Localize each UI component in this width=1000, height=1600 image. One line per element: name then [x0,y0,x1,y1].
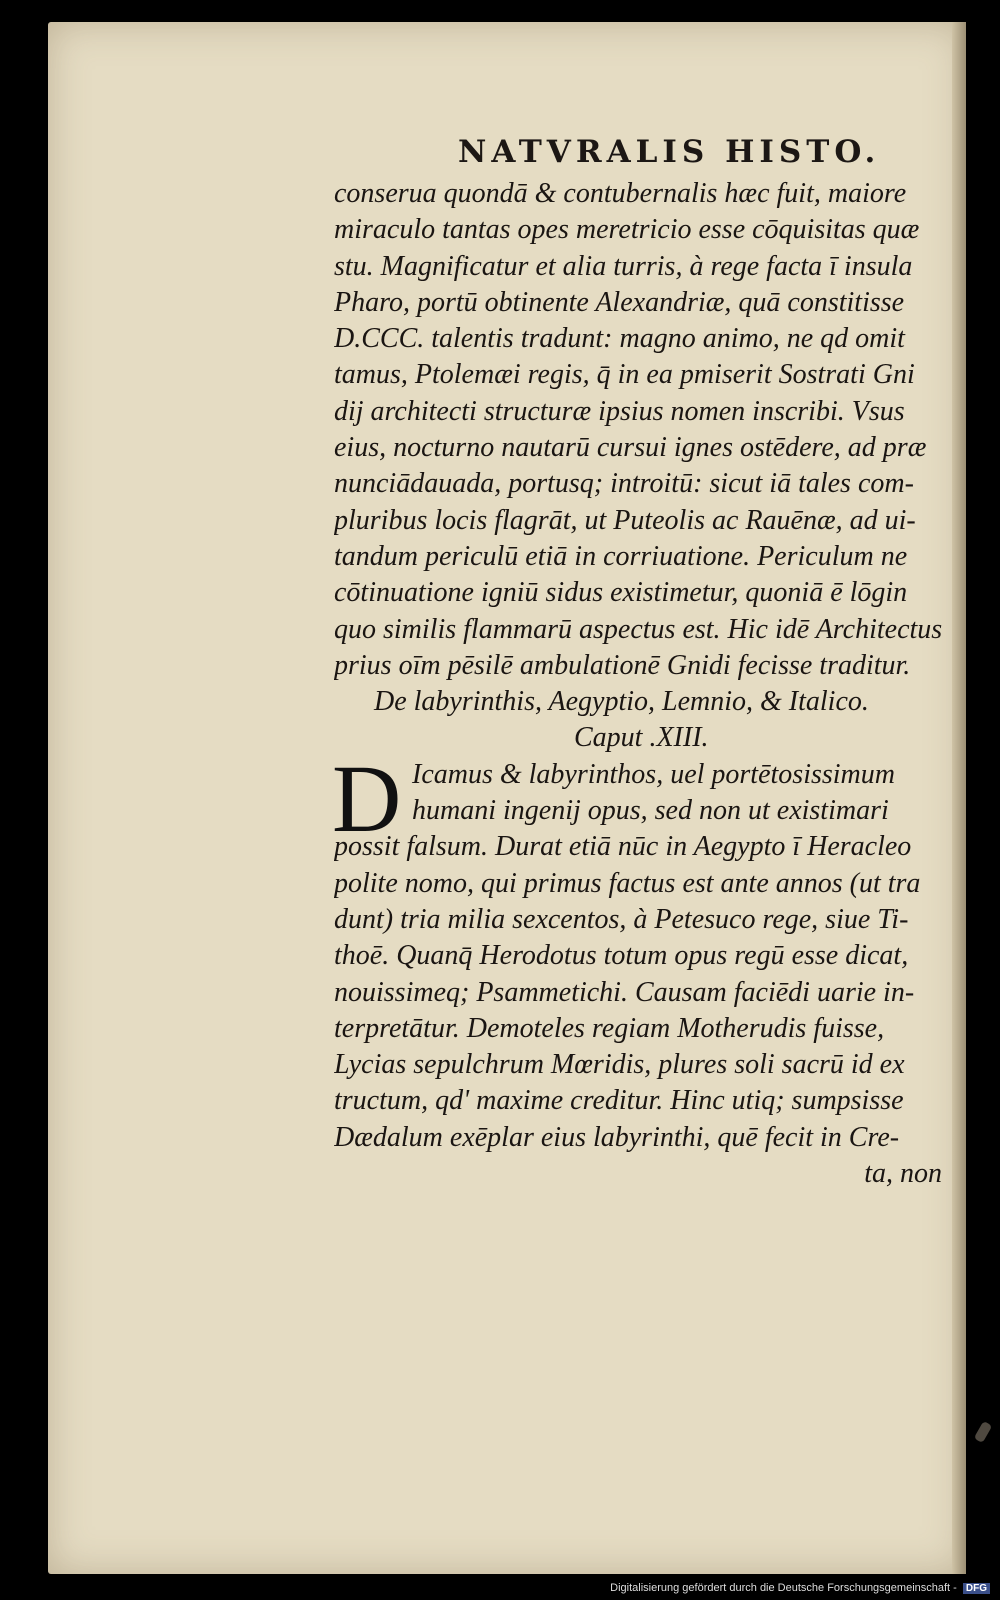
text-line: polite nomo, qui primus factus est ante annos (ut tra [334,867,921,899]
paragraph-2-initial-lines [334,757,942,830]
text-line: dij architecti structuræ ipsius nomen inscribi. Vsus [334,395,905,427]
text-line: D.CCC. talentis tradunt: magno animo, ne qd omit [334,323,905,355]
text-line: pluribus locis flagrāt, ut Puteolis ac Rauēnæ, ad ui- [334,504,916,536]
text-line: cōtinuatione igniū sidus existimetur, quoniā ē lōgin [334,577,908,609]
text-line: conserua quondā & contubernalis hæc fuit, maiore [334,178,907,209]
text-line: tamus, Ptolemæi regis, q̄ in ea pmiserit Sostrati Gni [334,359,915,391]
text-line: Pharo, portū obtinente Alexandriæ, quā constitisse [334,286,905,318]
text-line: tructum, qd' maxime creditur. Hinc utiq; sumpsisse [334,1085,904,1117]
drop-initial: D [332,744,402,852]
text-line: Dædalum exēplar eius labyrinthi, quē fecit in Cre- [334,1121,900,1153]
footer-text: Digitalisierung gefördert durch die Deutsche Forschungsgemeinschaft - [610,1582,957,1594]
digitization-footer [610,1582,990,1594]
ink-smudge [974,1421,993,1443]
text-line: thoē. Quanq̄ Herodotus totum opus regū esse dicat, [334,940,909,972]
text-line: nunciādauada, portusq; introitū: sicut iā tales com- [334,468,914,500]
text-line: dunt) tria milia sexcentos, à Petesuco rege, siue Ti- [334,903,909,935]
dfg-logo: DFG [963,1583,990,1594]
text-line: prius oīm pēsilē ambulationē Gnidi fecisse traditur. [334,649,911,681]
text-line: tandum periculū etiā in corriuatione. Periculum ne [334,540,908,572]
text-line: humani ingenij opus, sed non ut existimari [412,795,889,827]
chapter-heading: De labyrinthis, Aegyptio, Lemnio, & Italico. [374,686,869,718]
paragraph-1 [334,176,942,684]
text-block [334,176,942,1192]
catchword: ta, non [864,1158,942,1190]
paragraph-2 [334,829,942,1156]
text-line: possit falsum. Durat etiā nūc in Aegypto ī Heracleo [334,831,912,863]
text-line: stu. Magnificatur et alia turris, à rege facta ī insula [334,250,913,282]
text-line: quo similis flammarū aspectus est. Hic idē Architectus [334,613,942,645]
text-line: nouissimeq; Psammetichi. Causam faciēdi uarie in- [334,976,915,1008]
text-line: terpretātur. Demoteles regiam Motherudis fuisse, [334,1012,885,1044]
running-head: NATVRALIS HISTO. [458,134,881,170]
chapter-number: Caput .XIII. [574,722,709,754]
text-line: Icamus & labyrinthos, uel portētosissimum [412,758,895,790]
page-edge [952,22,966,1574]
text-line: miraculo tantas opes meretricio esse cōquisitas quæ [334,214,920,246]
text-line: eius, nocturno nautarū cursui ignes ostēdere, ad præ [334,432,927,464]
text-line: Lycias sepulchrum Mœridis, plures soli sacrū id ex [334,1049,905,1081]
